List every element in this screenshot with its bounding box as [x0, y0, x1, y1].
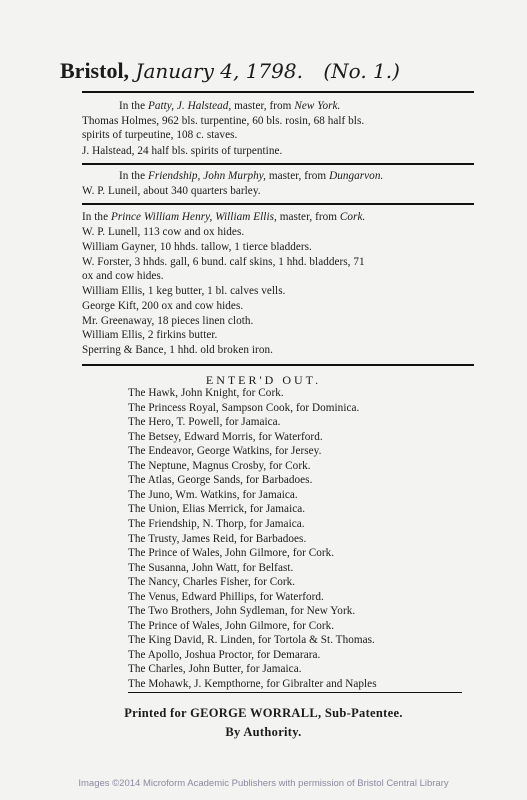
entered-out-line: The Nancy, Charles Fisher, for Cork. [128, 576, 296, 589]
footer-rule [128, 692, 462, 693]
masthead-date: January 4, 1798. [135, 59, 303, 83]
masthead [60, 58, 480, 84]
entered-out-line: The Endeavor, George Watkins, for Jersey. [128, 445, 322, 458]
entered-out-line: The Hawk, John Knight, for Cork. [128, 387, 284, 399]
entered-out-heading: ENTER'D OUT. [205, 373, 322, 387]
entered-out-line: The King David, R. Linden, for Tortola & St. Thomas. [128, 634, 375, 647]
cargo-line: William Gayner, 10 hhds. tallow, 1 tierce bladders. [82, 241, 312, 253]
entered-out-line: The Princess Royal, Sampson Cook, for Dominica. [128, 401, 360, 414]
entered-out-line: The Prince of Wales, John Gilmore, for Cork. [128, 619, 335, 632]
entered-out-line: The Atlas, George Sands, for Barbadoes. [128, 474, 313, 487]
entered-out-line: The Juno, Wm. Watkins, for Jamaica. [128, 488, 298, 501]
entered-out-line: The Trusty, James Reid, for Barbadoes. [128, 532, 307, 545]
image-credit: Images ©2014 Microform Academic Publishers with permission of Bristol Central Library [78, 778, 449, 789]
entered-out-line: The Neptune, Magnus Crosby, for Cork. [128, 459, 311, 472]
section-rule [82, 364, 474, 366]
entered-out-line: The Charles, John Butter, for Jamaica. [128, 663, 302, 676]
imprint-line: Printed for GEORGE WORRALL, Sub-Patentee. [124, 706, 403, 720]
entered-out-line: The Betsey, Edward Morris, for Waterford. [128, 430, 323, 443]
ship-header-prince-william-henry: In the Prince William Henry, William Ellis, master, from Cork. [82, 211, 366, 223]
cargo-line: William Ellis, 2 firkins butter. [82, 329, 218, 341]
cargo-line: William Ellis, 1 keg butter, 1 bl. calves vells. [82, 285, 286, 297]
entered-out-line: The Hero, T. Powell, for Jamaica. [128, 416, 281, 429]
entered-out-line: The Apollo, Joshua Proctor, for Demarara. [128, 648, 321, 661]
section-rule [82, 163, 474, 165]
issue-number: (No. 1.) [323, 59, 400, 83]
masthead-rule [82, 91, 474, 93]
masthead-city: Bristol, [60, 58, 130, 83]
ship-header-friendship: In the Friendship, John Murphy, master, from Dungarvon. [119, 170, 384, 182]
cargo-line: W. Forster, 3 hhds. gall, 6 bund. calf skins, 1 hhd. bladders, 71 [82, 256, 365, 268]
entered-out-line: The Friendship, N. Thorp, for Jamaica. [128, 517, 305, 530]
cargo-line: W. P. Lunell, 113 cow and ox hides. [82, 226, 245, 238]
cargo-line: Mr. Greenaway, 18 pieces linen cloth. [82, 315, 254, 327]
cargo-line: ox and cow hides. [82, 270, 164, 282]
entered-out-line: The Venus, Edward Phillips, for Waterford. [128, 590, 324, 603]
cargo-line: spirits of turpeutine, 108 c. staves. [82, 129, 238, 141]
entered-out-line: The Two Brothers, John Sydleman, for New York. [128, 605, 356, 618]
section-rule [82, 203, 474, 205]
entered-out-line: The Prince of Wales, John Gilmore, for Cork. [128, 547, 335, 560]
cargo-line: George Kift, 200 ox and cow hides. [82, 300, 244, 312]
entered-out-line: The Mohawk, J. Kempthorne, for Gibralter and Naples [128, 678, 377, 690]
ship-header-patty: In the Patty, J. Halstead, master, from New York. [119, 100, 341, 112]
cargo-line: Thomas Holmes, 962 bls. turpentine, 60 bls. rosin, 68 half bls. [82, 115, 365, 127]
cargo-line: Sperring & Bance, 1 hhd. old broken iron. [82, 344, 273, 356]
entered-out-line: The Union, Elias Merrick, for Jamaica. [128, 503, 306, 516]
authority-line: By Authority. [225, 725, 302, 739]
entered-out-line: The Susanna, John Watt, for Belfast. [128, 561, 294, 574]
cargo-line: J. Halstead, 24 half bls. spirits of turpentine. [82, 145, 283, 157]
cargo-line: W. P. Luneil, about 340 quarters barley. [82, 185, 261, 197]
